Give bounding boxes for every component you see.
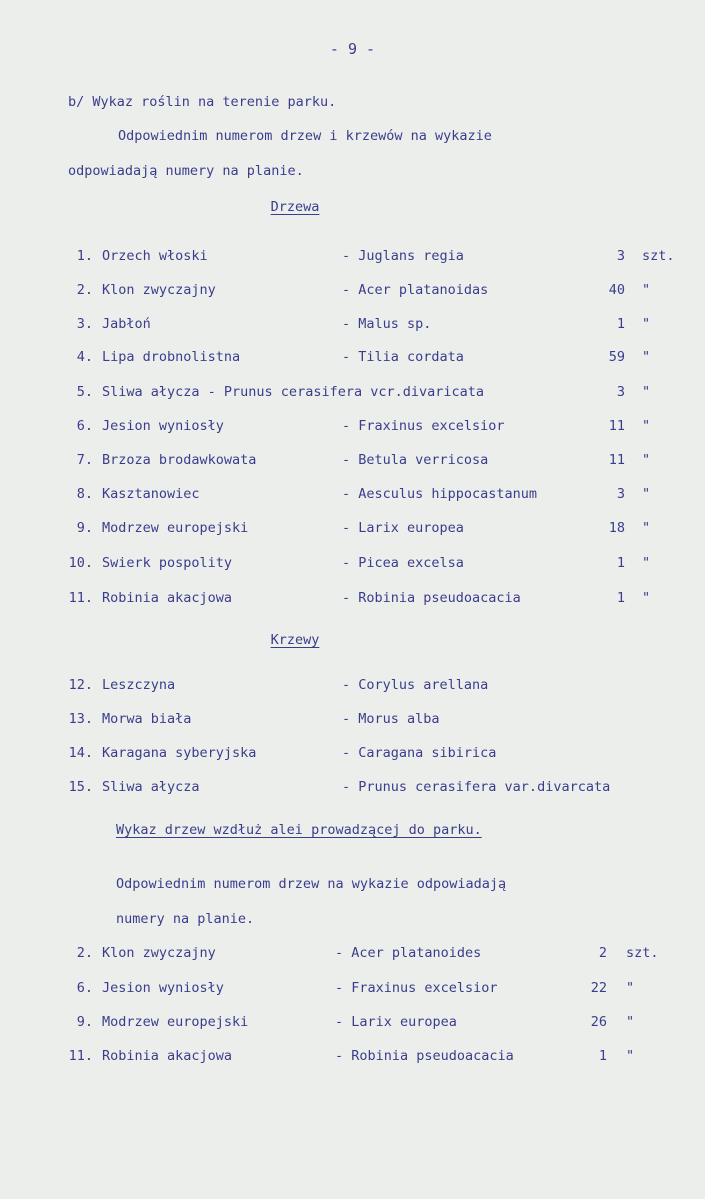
polish-name: Jesion wyniosły [102, 418, 224, 434]
row-number: 2. [76, 282, 93, 298]
row-number: 12. [68, 677, 93, 693]
table-row [0, 248, 705, 266]
unit: " [642, 452, 651, 468]
count: 40 [608, 282, 625, 298]
latin-name: - Larix europea [342, 520, 464, 536]
table-row [0, 677, 705, 695]
trees-title: Drzewa [270, 199, 320, 215]
latin-name: - Aesculus hippocastanum [342, 486, 538, 502]
table-row [0, 418, 705, 436]
table-row [0, 945, 705, 963]
count: 11 [608, 452, 625, 468]
table-row [0, 520, 705, 538]
unit: " [642, 349, 651, 365]
table-row [0, 384, 705, 402]
unit: " [626, 1048, 635, 1064]
polish-name: Klon zwyczajny [102, 282, 216, 298]
latin-name: - Acer platanoides [335, 945, 482, 961]
count: 1 [598, 1048, 607, 1064]
unit: " [642, 520, 651, 536]
latin-name: - Corylus arellana [342, 677, 489, 693]
alley-intro-1: Odpowiednim numerom drzew na wykazie odpowiadają [116, 876, 507, 892]
count: 1 [616, 316, 625, 332]
row-number: 9. [76, 520, 93, 536]
count: 3 [616, 248, 625, 264]
unit: szt. [626, 945, 659, 961]
count: 59 [608, 349, 625, 365]
shrubs-title: Krzewy [270, 632, 320, 648]
unit: szt. [642, 248, 675, 264]
table-row [0, 779, 705, 797]
table-row [0, 745, 705, 763]
latin-name: - Larix europea [335, 1014, 457, 1030]
row-number: 7. [76, 452, 93, 468]
latin-name: - Fraxinus excelsior [342, 418, 505, 434]
polish-name: Modrzew europejski [102, 1014, 249, 1030]
table-row [0, 452, 705, 470]
section-heading: b/ Wykaz roślin na terenie parku. [68, 94, 337, 110]
polish-name: Leszczyna [102, 677, 176, 693]
unit: " [642, 384, 651, 400]
latin-name: - Robinia pseudoacacia [335, 1048, 514, 1064]
table-row [0, 590, 705, 608]
count: 18 [608, 520, 625, 536]
row-number: 3. [76, 316, 93, 332]
latin-name: - Prunus cerasifera var.divarcata [342, 779, 611, 795]
unit: " [626, 980, 635, 996]
shrubs-title-wrap [0, 632, 705, 648]
latin-name: - Picea excelsa [342, 555, 464, 571]
alley-intro-2: numery na planie. [116, 911, 255, 927]
intro-line-1: Odpowiednim numerom drzew i krzewów na wykazie [118, 128, 492, 144]
trees-title-wrap [0, 199, 705, 215]
row-number: 14. [68, 745, 93, 761]
unit: " [626, 1014, 635, 1030]
row-number: 1. [76, 248, 93, 264]
polish-name: Jesion wyniosły [102, 980, 224, 996]
row-number: 6. [76, 980, 93, 996]
count: 11 [608, 418, 625, 434]
unit: " [642, 486, 651, 502]
table-row [0, 1014, 705, 1032]
count: 1 [616, 590, 625, 606]
latin-name: - Acer platanoidas [342, 282, 489, 298]
count: 26 [590, 1014, 607, 1030]
latin-name: - Betula verricosa [342, 452, 489, 468]
latin-name: - Tilia cordata [342, 349, 464, 365]
latin-name: - Robinia pseudoacacia [342, 590, 521, 606]
table-row [0, 1048, 705, 1066]
row-number: 2. [76, 945, 93, 961]
latin-name: - Morus alba [342, 711, 440, 727]
polish-name: Sliwa ałycza [102, 779, 200, 795]
count: 2 [598, 945, 607, 961]
table-row [0, 711, 705, 729]
polish-name: Morwa biała [102, 711, 192, 727]
table-row [0, 486, 705, 504]
row-number: 4. [76, 349, 93, 365]
table-row [0, 316, 705, 334]
latin-name: - Malus sp. [342, 316, 432, 332]
latin-name: - Fraxinus excelsior [335, 980, 498, 996]
polish-name: Orzech włoski [102, 248, 208, 264]
page-number: - 9 - [329, 40, 376, 58]
polish-name: Sliwa ałycza - Prunus cerasifera vcr.divaricata [102, 384, 485, 400]
polish-name: Jabłoń [102, 316, 151, 332]
row-number: 11. [68, 590, 93, 606]
row-number: 15. [68, 779, 93, 795]
latin-name: - Caragana sibirica [342, 745, 497, 761]
row-number: 11. [68, 1048, 93, 1064]
unit: " [642, 555, 651, 571]
table-row [0, 555, 705, 573]
row-number: 5. [76, 384, 93, 400]
polish-name: Swierk pospolity [102, 555, 233, 571]
table-row [0, 282, 705, 300]
table-row [0, 980, 705, 998]
count: 22 [590, 980, 607, 996]
unit: " [642, 590, 651, 606]
row-number: 13. [68, 711, 93, 727]
polish-name: Karagana syberyjska [102, 745, 257, 761]
count: 3 [616, 384, 625, 400]
unit: " [642, 282, 651, 298]
intro-line-2: odpowiadają numery na planie. [68, 163, 304, 179]
unit: " [642, 316, 651, 332]
polish-name: Modrzew europejski [102, 520, 249, 536]
row-number: 6. [76, 418, 93, 434]
polish-name: Robinia akacjowa [102, 590, 233, 606]
polish-name: Klon zwyczajny [102, 945, 216, 961]
polish-name: Lipa drobnolistna [102, 349, 241, 365]
row-number: 8. [76, 486, 93, 502]
alley-title: Wykaz drzew wzdłuż alei prowadzącej do parku. [116, 822, 482, 838]
count: 1 [616, 555, 625, 571]
count: 3 [616, 486, 625, 502]
polish-name: Brzoza brodawkowata [102, 452, 257, 468]
polish-name: Robinia akacjowa [102, 1048, 233, 1064]
unit: " [642, 418, 651, 434]
latin-name: - Juglans regia [342, 248, 464, 264]
row-number: 10. [68, 555, 93, 571]
row-number: 9. [76, 1014, 93, 1030]
table-row [0, 349, 705, 367]
polish-name: Kasztanowiec [102, 486, 200, 502]
